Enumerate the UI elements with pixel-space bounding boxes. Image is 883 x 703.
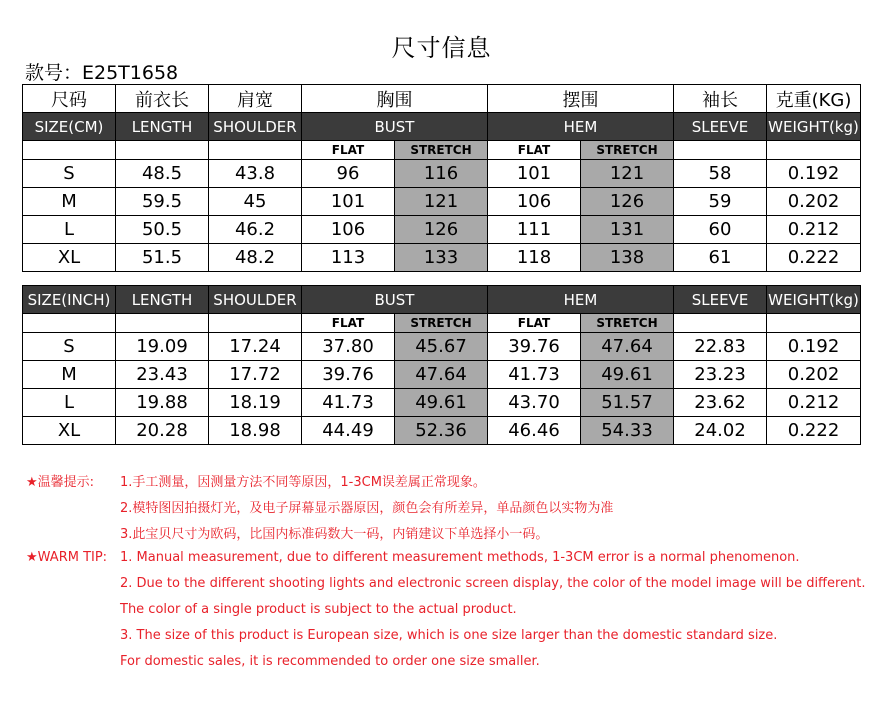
table-row	[23, 417, 861, 445]
cell-bust-flat: 44.49	[302, 417, 395, 445]
cell-weight: 0.212	[767, 216, 861, 244]
cell-bust-stretch: 133	[395, 244, 488, 272]
cell-hem-flat: 39.76	[488, 333, 581, 361]
header-size: SIZE(INCH)	[23, 286, 116, 314]
cell-bust-flat: 41.73	[302, 389, 395, 417]
cell-shoulder: 46.2	[209, 216, 302, 244]
cell-sleeve: 23.62	[674, 389, 767, 417]
cell-size: XL	[23, 244, 116, 272]
cell-hem-flat: 106	[488, 188, 581, 216]
cell-length: 20.28	[116, 417, 209, 445]
cn-header-hem: 摆围	[488, 85, 674, 113]
cell-bust-flat: 39.76	[302, 361, 395, 389]
cell-weight: 0.222	[767, 417, 861, 445]
cell-bust-flat: 113	[302, 244, 395, 272]
tip-line-en: The color of a single product is subject to the actual product.	[120, 602, 517, 617]
cell-shoulder: 17.72	[209, 361, 302, 389]
cell-sleeve: 61	[674, 244, 767, 272]
size-table-cm	[22, 84, 861, 272]
sub-header-empty	[209, 314, 302, 333]
cell-hem-stretch: 51.57	[581, 389, 674, 417]
cell-hem-stretch: 138	[581, 244, 674, 272]
cell-length: 59.5	[116, 188, 209, 216]
cell-shoulder: 18.98	[209, 417, 302, 445]
cn-header-length: 前衣长	[116, 85, 209, 113]
cell-bust-stretch: 126	[395, 216, 488, 244]
cell-size: S	[23, 160, 116, 188]
header-shoulder: SHOULDER	[209, 113, 302, 141]
cell-weight: 0.222	[767, 244, 861, 272]
sub-header-row	[23, 141, 861, 160]
cell-bust-stretch: 121	[395, 188, 488, 216]
style-number: 款号：E25T1658	[25, 62, 179, 84]
header-weight: WEIGHT(kg)	[767, 113, 861, 141]
cell-length: 51.5	[116, 244, 209, 272]
cell-weight: 0.192	[767, 160, 861, 188]
page-title: 尺寸信息	[391, 34, 492, 62]
tip-label-en: ★WARM TIP:	[26, 550, 108, 565]
table-row	[23, 160, 861, 188]
cell-shoulder: 17.24	[209, 333, 302, 361]
cell-hem-stretch: 54.33	[581, 417, 674, 445]
cell-bust-stretch: 45.67	[395, 333, 488, 361]
table-row	[23, 244, 861, 272]
cell-bust-stretch: 49.61	[395, 389, 488, 417]
table-row	[23, 188, 861, 216]
header-hem: HEM	[488, 113, 674, 141]
cell-hem-flat: 118	[488, 244, 581, 272]
cell-weight: 0.202	[767, 188, 861, 216]
tip-label-cn: ★温馨提示:	[26, 475, 95, 490]
table-row	[23, 389, 861, 417]
cn-header-bust: 胸围	[302, 85, 488, 113]
cell-size: XL	[23, 417, 116, 445]
sub-header-hem-flat: FLAT	[488, 314, 581, 333]
cn-header-weight: 克重(KG)	[767, 85, 861, 113]
cell-length: 48.5	[116, 160, 209, 188]
sub-header-empty	[116, 314, 209, 333]
cell-size: L	[23, 216, 116, 244]
cell-sleeve: 60	[674, 216, 767, 244]
tip-line-en: For domestic sales, it is recommended to order one size smaller.	[120, 654, 540, 669]
cell-weight: 0.212	[767, 389, 861, 417]
sub-header-empty	[674, 141, 767, 160]
sub-header-bust-stretch: STRETCH	[395, 141, 488, 160]
table-row	[23, 361, 861, 389]
cell-bust-flat: 106	[302, 216, 395, 244]
sub-header-empty	[674, 314, 767, 333]
cell-bust-flat: 101	[302, 188, 395, 216]
sub-header-empty	[209, 141, 302, 160]
cell-hem-stretch: 49.61	[581, 361, 674, 389]
sub-header-empty	[116, 141, 209, 160]
cn-header-size: 尺码	[23, 85, 116, 113]
sub-header-bust-stretch: STRETCH	[395, 314, 488, 333]
header-shoulder: SHOULDER	[209, 286, 302, 314]
header-sleeve: SLEEVE	[674, 113, 767, 141]
tip-line-cn: 1.手工测量，因测量方法不同等原因，1-3CM误差属正常现象。	[120, 475, 486, 490]
cn-header-shoulder: 肩宽	[209, 85, 302, 113]
table-row	[23, 333, 861, 361]
sub-header-bust-flat: FLAT	[302, 314, 395, 333]
cell-hem-flat: 111	[488, 216, 581, 244]
cell-hem-stretch: 126	[581, 188, 674, 216]
sub-header-empty	[767, 141, 861, 160]
cn-header-row	[23, 85, 861, 113]
cell-length: 50.5	[116, 216, 209, 244]
size-table-inch	[22, 285, 861, 445]
cell-bust-flat: 96	[302, 160, 395, 188]
sub-header-empty	[23, 141, 116, 160]
cell-size: S	[23, 333, 116, 361]
header-bust: BUST	[302, 286, 488, 314]
cell-length: 23.43	[116, 361, 209, 389]
cell-length: 19.09	[116, 333, 209, 361]
sub-header-row	[23, 314, 861, 333]
header-length: LENGTH	[116, 286, 209, 314]
cell-shoulder: 48.2	[209, 244, 302, 272]
header-weight: WEIGHT(kg)	[767, 286, 861, 314]
cell-hem-stretch: 121	[581, 160, 674, 188]
header-length: LENGTH	[116, 113, 209, 141]
tip-line-cn: 3.此宝贝尺寸为欧码，比国内标准码数大一码，内销建议下单选择小一码。	[120, 527, 549, 542]
cell-size: M	[23, 361, 116, 389]
table-row	[23, 216, 861, 244]
sub-header-hem-stretch: STRETCH	[581, 314, 674, 333]
header-size: SIZE(CM)	[23, 113, 116, 141]
sub-header-hem-stretch: STRETCH	[581, 141, 674, 160]
cell-size: M	[23, 188, 116, 216]
en-header-row	[23, 113, 861, 141]
cell-sleeve: 59	[674, 188, 767, 216]
tip-line-en: 3. The size of this product is European size, which is one size larger than the domestic standard size.	[120, 628, 778, 643]
cell-sleeve: 24.02	[674, 417, 767, 445]
sub-header-empty	[767, 314, 861, 333]
cell-bust-stretch: 52.36	[395, 417, 488, 445]
sub-header-hem-flat: FLAT	[488, 141, 581, 160]
cell-sleeve: 22.83	[674, 333, 767, 361]
cn-header-sleeve: 袖长	[674, 85, 767, 113]
sub-header-bust-flat: FLAT	[302, 141, 395, 160]
cell-hem-flat: 43.70	[488, 389, 581, 417]
tip-line-cn: 2.模特图因拍摄灯光，及电子屏幕显示器原因，颜色会有所差异，单品颜色以实物为准	[120, 501, 614, 516]
cell-sleeve: 23.23	[674, 361, 767, 389]
en-header-row	[23, 286, 861, 314]
cell-shoulder: 43.8	[209, 160, 302, 188]
cell-hem-stretch: 47.64	[581, 333, 674, 361]
cell-length: 19.88	[116, 389, 209, 417]
cell-bust-stretch: 47.64	[395, 361, 488, 389]
cell-hem-flat: 101	[488, 160, 581, 188]
tip-line-en: 1. Manual measurement, due to different measurement methods, 1-3CM error is a normal phenomenon.	[120, 550, 800, 565]
cell-size: L	[23, 389, 116, 417]
cell-sleeve: 58	[674, 160, 767, 188]
cell-weight: 0.192	[767, 333, 861, 361]
cell-shoulder: 45	[209, 188, 302, 216]
cell-hem-flat: 46.46	[488, 417, 581, 445]
sub-header-empty	[23, 314, 116, 333]
header-sleeve: SLEEVE	[674, 286, 767, 314]
cell-bust-flat: 37.80	[302, 333, 395, 361]
cell-hem-stretch: 131	[581, 216, 674, 244]
cell-hem-flat: 41.73	[488, 361, 581, 389]
header-bust: BUST	[302, 113, 488, 141]
header-hem: HEM	[488, 286, 674, 314]
tip-line-en: 2. Due to the different shooting lights and electronic screen display, the color of the model image will be different.	[120, 576, 866, 591]
cell-bust-stretch: 116	[395, 160, 488, 188]
cell-weight: 0.202	[767, 361, 861, 389]
cell-shoulder: 18.19	[209, 389, 302, 417]
